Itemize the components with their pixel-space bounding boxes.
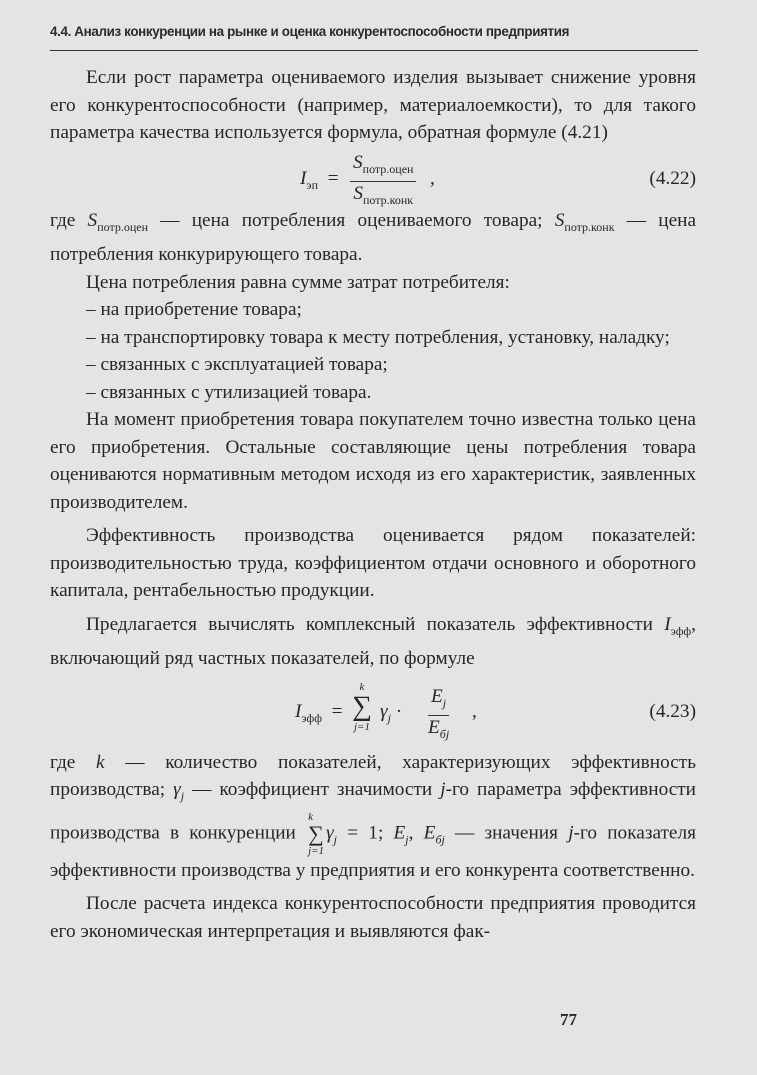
formula-4-22-lhs: $I_{эп}$ =	[300, 167, 344, 192]
paragraph-8: После расчета индекса конкурентоспособности предприятия проводится его экономическая интерпретация и выявляются фак-	[50, 893, 696, 942]
paragraph-5: Эффективность производства оценивается рядом показателей: производительностью труда, коэффициентом отдачи основного и оборотного капитала, рентабельностью продукции.	[50, 525, 696, 601]
formula-4-23-lhs: $I_{эфф}$ =	[295, 700, 343, 725]
inline-summation: k ∑ j=1	[308, 810, 325, 857]
fraction-numerator: $E_j$	[428, 685, 449, 716]
paragraph-2: где $S_{потр.оцен}$ — цена потребления оцениваемого товара; $S_{потр.конк}$ — цена потребления конкурирующего товара.	[50, 209, 697, 265]
list-item: – на транспортировку товара к месту потребления, установку, наладку;	[86, 326, 670, 348]
page-body	[50, 64, 696, 945]
list-item: – связанных с утилизацией товара.	[86, 381, 372, 403]
formula-4-22-fraction	[350, 151, 416, 212]
fraction-numerator: $S_{потр.оцен}$	[350, 151, 416, 182]
formula-comma: ,	[472, 700, 477, 722]
list-item: – на приобретение товара;	[86, 299, 302, 320]
paragraph-4: На момент приобретения товара покупателем точно известна только цена его приобретения. Остальные составляющие цены потребления товара оцениваются нормативным методом исходя из его характеристик, заявленных производителем.	[50, 409, 696, 513]
paragraph-3: Цена потребления равна сумме затрат потребителя:	[86, 271, 510, 293]
list-item: – связанных с эксплуатацией товара;	[86, 354, 388, 375]
paragraph-1: Если рост параметра оцениваемого изделия вызывает снижение уровня его конкурентоспособности (например, материалоемкости), то для такого параметра качества используется формула, обратная формуле (4.21)	[50, 67, 696, 143]
paragraph-6: Предлагается вычислять комплексный показатель эффективности $I_{эфф}$, включающий ряд частных показателей, по формуле	[50, 613, 696, 669]
formula-4-22	[50, 151, 696, 207]
header-rule	[50, 50, 698, 51]
formula-number-4-22: (4.22)	[649, 167, 696, 189]
formula-number-4-23: (4.23)	[649, 700, 696, 722]
fraction-denominator: $S_{потр.конк}$	[353, 182, 414, 207]
fraction-denominator: $E_{бj}$	[428, 716, 450, 741]
formula-4-23	[50, 677, 696, 745]
formula-gamma: $\gamma_j$ ·	[380, 700, 403, 725]
paragraph-7: где k — количество показателей, характеризующих эффективность производства; $\gamma_j$ — коэффициент значимости j-го параметра эффективности производства в конкуренции k ∑ j=1 $\gamma_j = 1$; $E_j$, $E_{бj}$ — значения j-го показателя эффективности производства у предприятия и его конкурента соответственно.	[50, 751, 696, 881]
formula-comma: ,	[430, 167, 435, 189]
page-number: 77	[560, 1010, 577, 1029]
running-header: 4.4. Анализ конкуренции на рынке и оценка конкурентоспособности предприятия	[50, 24, 570, 39]
formula-4-23-fraction	[428, 685, 449, 746]
summation-sign: k ∑ j=1	[352, 680, 372, 733]
